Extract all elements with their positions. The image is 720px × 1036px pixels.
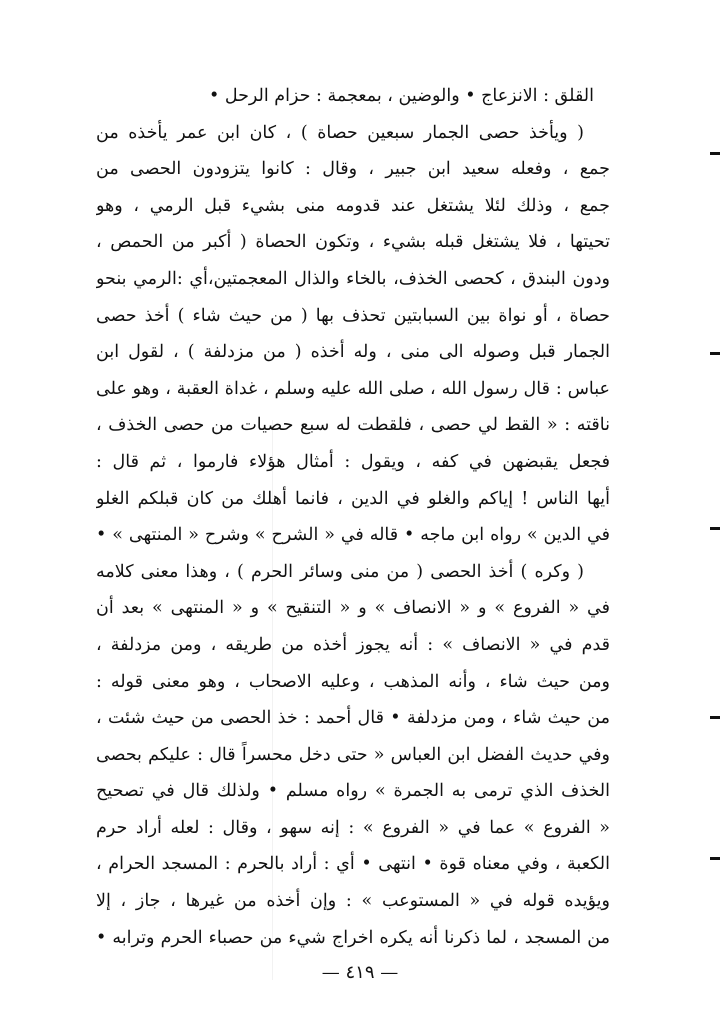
text-line: في الدين » رواه ابن ماجه • قاله في « الشرح » وشرح « المنتهى » •	[96, 525, 610, 546]
text-line: جمع ، وفعله سعيد ابن جبير ، وقال : كانوا يتزودون الحصى من	[96, 159, 610, 180]
text-line: الكعبة ، وفي معناه قوة • انتهى • أي : أراد بالحرم : المسجد الحرام ،	[96, 854, 610, 875]
text-line: ودون البندق ، كحصى الخذف، بالخاء والذال المعجمتين،أي :الرمي بنحو	[96, 268, 610, 289]
text-line: الخذف الذي ترمى به الجمرة » رواه مسلم • ولذلك قال في تصحيح	[96, 781, 610, 802]
text-line: ومن حيث شاء ، وأنه المذهب ، وعليه الاصحاب ، وهو معنى قوله :	[96, 671, 610, 692]
text-line: فجعل يقبضهن في كفه ، ويقول : أمثال هؤلاء فارموا ، ثم قال :	[96, 451, 610, 472]
text-line: تحيتها ، فلا يشتغل قبله بشيء ، وتكون الحصاة ( أكبر من الحمص ،	[96, 232, 610, 253]
margin-tick-mark	[710, 152, 720, 155]
page-number: — ٤١٩ —	[321, 962, 399, 983]
text-line: عباس : قال رسول الله ، صلى الله عليه وسلم ، غداة العقبة ، وهو على	[96, 378, 610, 399]
text-line: حصاة ، أو نواة بين السبابتين تحذف بها ( من حيث شاء ) أخذ حصى	[96, 305, 610, 326]
margin-tick-mark	[710, 352, 720, 355]
text-line: ( ويأخذ حصى الجمار سبعين حصاة ) ، كان ابن عمر يأخذه من	[96, 122, 584, 143]
text-line: من المسجد ، لما ذكرنا أنه يكره اخراج شيء من حصباء الحرم وترابه •	[96, 927, 610, 948]
page-text	[96, 78, 610, 956]
margin-tick-mark	[710, 857, 720, 860]
text-line: ناقته : « القط لي حصى ، فلقطت له سبع حصيات من حصى الخذف ،	[96, 415, 610, 436]
text-line: من حيث شاء ، ومن مزدلفة • قال أحمد : خذ الحصى من حيث شئت ،	[96, 708, 610, 729]
text-line: ( وكره ) أخذ الحصى ( من منى وسائر الحرم ) ، وهذا معنى كلامه	[96, 561, 584, 582]
text-line: جمع ، وذلك لئلا يشتغل عند قدومه منى بشيء قبل الرمي ، وهو	[96, 195, 610, 216]
text-line: ويؤيده قوله في « المستوعب » : وإن أخذه من غيرها ، جاز ، إلا	[96, 891, 610, 912]
text-line: القلق : الانزعاج • والوضين ، بمعجمة : حزام الرحل •	[208, 86, 594, 106]
text-line: قدم في « الانصاف » : أنه يجوز أخذه من طريقه ، ومن مزدلفة ،	[96, 634, 610, 655]
text-line: وفي حديث الفضل ابن العباس « حتى دخل محسراً قال : عليكم بحصى	[96, 744, 610, 765]
margin-tick-mark	[710, 716, 720, 719]
text-line: في « الفروع » و « الانصاف » و « التنقيح » و « المنتهى » بعد أن	[96, 598, 610, 619]
text-line: الجمار قبل وصوله الى منى ، وله أخذه ( من مزدلفة ) ، لقول ابن	[96, 342, 610, 363]
text-line: أيها الناس ! إياكم والغلو في الدين ، فانما أهلك من كان قبلكم الغلو	[96, 488, 610, 509]
margin-tick-mark	[710, 527, 720, 530]
text-line: « الفروع » عما في « الفروع » : إنه سهو ، وقال : لعله أراد حرم	[96, 817, 610, 838]
